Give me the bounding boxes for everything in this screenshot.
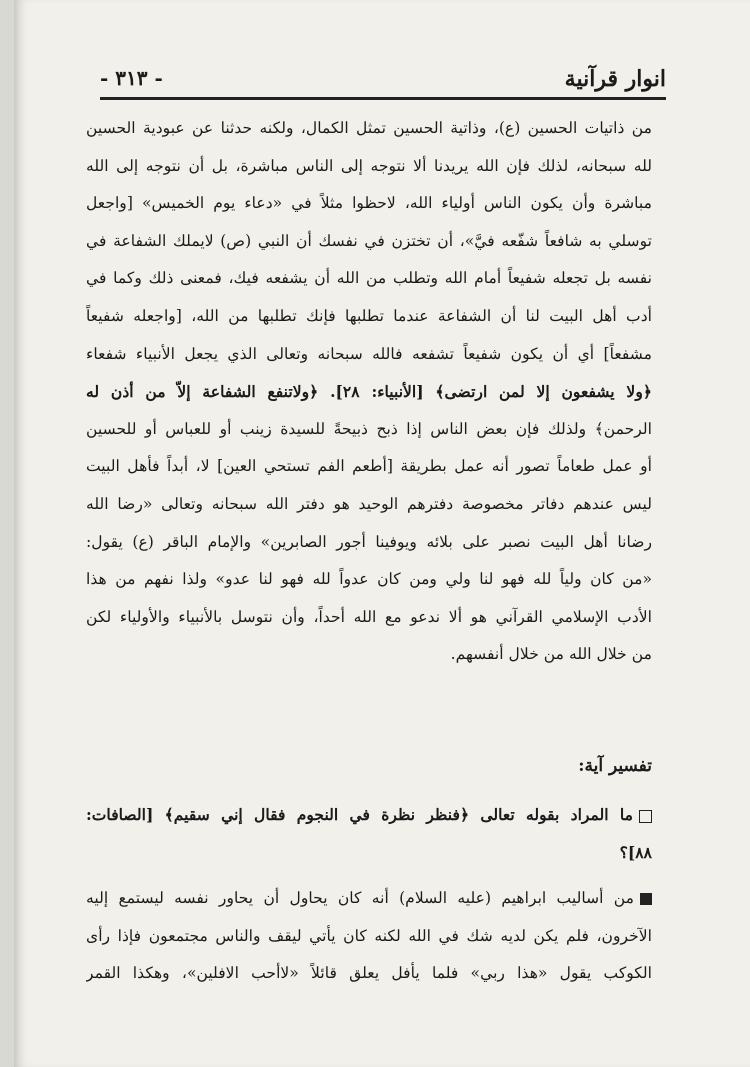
- text-line: نفسه بل تجعله شفيعاً أمام الله وتطلب من الله أن يشفعه فيك، فمعنى ذلك وكما في: [86, 269, 652, 288]
- open-square-icon: [639, 810, 652, 823]
- text-line: من خلال الله من خلال أنفسهم.: [450, 645, 652, 664]
- text-line: أو عمل طعاماً تصور أنه عمل بطريقة [أطعم الفم تستحي العين] لا، أبداً فأهل البيت: [86, 457, 652, 476]
- main-text: [86, 110, 652, 674]
- header-rule: [100, 97, 666, 100]
- text-line: الرحمن﴾ ولذلك فإن بعض الناس إذا ذبح ذبيحةً للسيدة زينب أو للعباس أو للحسين: [86, 419, 652, 438]
- page-number: - ٣١٣ -: [100, 66, 163, 90]
- section-heading: تفسير آية:: [578, 756, 652, 776]
- question-text: ما المراد بقوله تعالى ﴿فنظر نظرة في النجوم فقال إني سقيم﴾ [الصافات:: [86, 805, 633, 824]
- text-line: «من كان ولياً لله فهو لنا ولي ومن كان عدواً لله فهو لنا عدو» ولذا نفهم من هذا: [86, 570, 652, 589]
- answer-line: [86, 880, 652, 918]
- answer-line: الكوكب يقول «هذا ربي» فلما يأفل يعلق قائلاً «لاأحب الافلين»، وهكذا القمر: [86, 964, 652, 983]
- text-line: توسلي به شافعاً شفّعه فيَّ»، أن تختزن في نفسك أن النبي (ص) لايملك الشفاعة في: [86, 231, 652, 250]
- text-line: مباشرة وأن يكون الناس أولياء الله، لاحظوا مثلاً في «دعاء يوم الخميس» [واجعل: [86, 194, 652, 213]
- text-line: رضانا أهل البيت نصبر على بلائه ويوفينا أجور الصابرين» والإمام الباقر (ع) يقول:: [86, 532, 652, 551]
- text-line: لله سبحانه، لذلك فإن الله يريدنا ألا نتوجه إلى الناس مباشرة، بل أن نتوجه إلى الله: [86, 156, 652, 175]
- answer-block: [86, 880, 652, 993]
- answer-text: من أساليب ابراهيم (عليه السلام) أنه كان يحاول أن يحاور نفسه ليستمع إليه: [86, 889, 634, 907]
- text-line: الأدب الإسلامي القرآني هو ألا ندعو مع الله أحداً، وأن نتوسل بالأنبياء والأولياء لكن: [86, 607, 652, 626]
- question-line: [86, 796, 652, 834]
- text-line: أدب أهل البيت لنا أن الشفاعة عندما تطلبها فإنك تطلبها من الله، [واجعله شفيعاً: [86, 306, 652, 325]
- question-line: ٨٨]؟: [619, 842, 652, 862]
- book-title: انوار قرآنية: [564, 66, 666, 92]
- answer-line: الآخرون، فلم يكن لديه شك في الله لكنه كان يأتي ليقف والناس مجتمعون فإذا رأى: [86, 926, 652, 945]
- page-header: [100, 62, 666, 100]
- text-line: مشفعاً] أي أن يكون شفيعاً تشفعه فالله سبحانه وتعالى الذي يجعل الأنبياء شفعاء: [86, 344, 652, 363]
- question-block: [86, 796, 652, 871]
- text-line: ﴿ولا يشفعون إلا لمن ارتضى﴾ [الأنبياء: ٢٨]. ﴿ولاتنفع الشفاعة إلاّ من أذن له: [86, 382, 652, 402]
- text-line: من ذاتيات الحسين (ع)، وذاتية الحسين تمثل الكمال، ولكنه حدثنا عن عبودية الحسين: [86, 119, 652, 137]
- filled-square-icon: [640, 893, 652, 905]
- text-line: ليس عندهم دفاتر مخصوصة دفترهم الوحيد هو دفتر الله سبحانه وتعالى «رضا الله: [86, 494, 652, 513]
